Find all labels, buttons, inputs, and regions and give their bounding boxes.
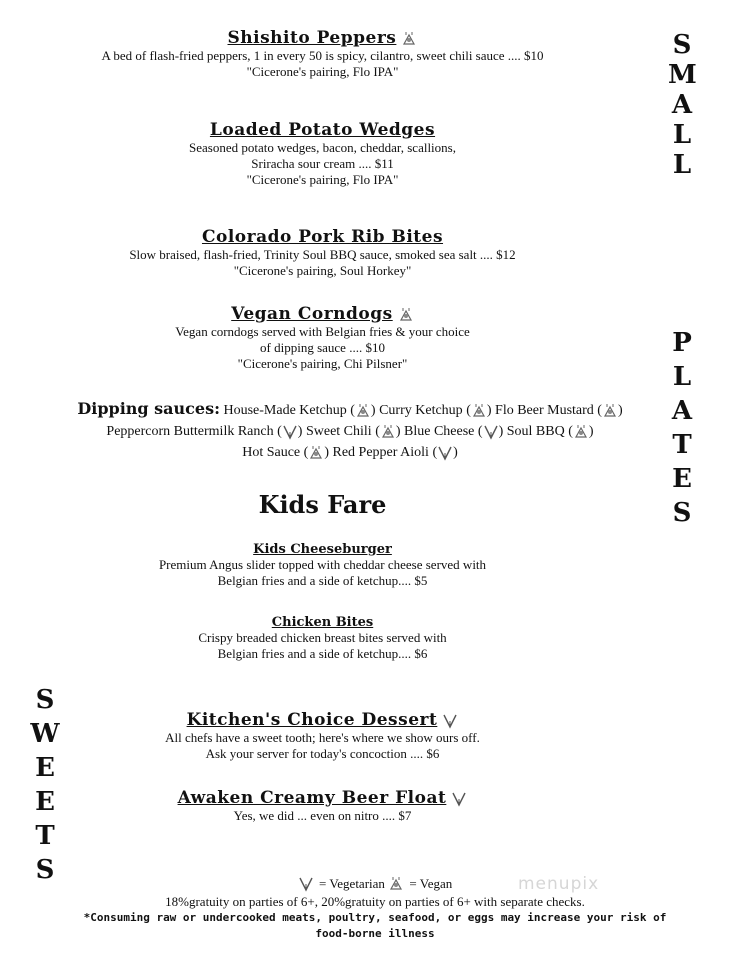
item-description: All chefs have a sweet tooth; here's where we show ours off. <box>165 730 480 745</box>
food-warning: food-borne illness <box>315 927 435 941</box>
vegetarian-icon <box>442 713 458 729</box>
vegan-icon <box>380 424 396 440</box>
menu-item-kids-cheeseburger <box>0 542 645 589</box>
item-title: Kids Cheeseburger <box>253 542 392 557</box>
item-description: Vegan corndogs served with Belgian fries & your choice <box>175 324 470 339</box>
item-pairing: "Cicerone's pairing, Flo IPA" <box>246 64 399 79</box>
vegetarian-icon <box>282 424 298 440</box>
menu-item-rib-bites <box>0 227 645 279</box>
item-title: Kitchen's Choice Dessert <box>186 710 438 730</box>
vegan-icon <box>573 424 589 440</box>
item-title: Shishito Peppers <box>227 28 397 48</box>
menu-item-beer-float <box>0 788 645 824</box>
item-pairing: "Cicerone's pairing, Chi Pilsner" <box>237 356 408 371</box>
menu-item-kitchens-choice <box>0 710 645 762</box>
menu-item-chicken-bites <box>0 615 645 662</box>
vegan-icon <box>355 403 371 419</box>
sauce: Soul BBQ <box>506 424 565 439</box>
dipping-label: Dipping sauces: <box>77 399 220 418</box>
kids-fare-heading: Kids Fare <box>258 490 387 519</box>
footer <box>0 876 750 941</box>
sauce: Hot Sauce <box>242 445 301 460</box>
vegan-icon <box>398 307 414 323</box>
item-title: Colorado Pork Rib Bites <box>201 227 444 247</box>
item-pairing: "Cicerone's pairing, Soul Horkey" <box>233 263 412 278</box>
gratuity-note: 18%gratuity on parties of 6+, 20%gratuity on parties of 6+ with separate checks. <box>165 894 585 910</box>
sweets-side-label: S W E E T S <box>30 685 60 885</box>
sauce: Flo Beer Mustard <box>495 403 594 418</box>
menu-item-vegan-corndogs <box>0 304 645 372</box>
sauce: House-Made Ketchup <box>223 403 347 418</box>
vegetarian-icon <box>437 445 453 461</box>
vegan-icon <box>602 403 618 419</box>
vegan-icon <box>401 31 417 47</box>
vegetarian-icon <box>298 876 316 894</box>
legend: = Vegetarian = Vegan <box>0 876 750 894</box>
item-description: Slow braised, flash-fried, Trinity Soul BBQ sauce, smoked sea salt .... $12 <box>129 247 516 262</box>
item-title: Loaded Potato Wedges <box>209 120 436 140</box>
item-description: Yes, we did ... even on nitro .... $7 <box>233 808 412 823</box>
item-description: Belgian fries and a side of ketchup.... $6 <box>217 646 428 661</box>
item-description: Seasoned potato wedges, bacon, cheddar, scallions, <box>189 140 456 155</box>
sauce: Blue Cheese <box>404 424 475 439</box>
sauce: Red Pepper Aioli <box>332 445 429 460</box>
vegan-icon <box>471 403 487 419</box>
item-title: Awaken Creamy Beer Float <box>177 788 447 808</box>
item-description: Ask your server for today's concoction .... $6 <box>205 746 440 761</box>
sauce: Sweet Chili <box>305 424 372 439</box>
item-description: Premium Angus slider topped with cheddar cheese served with <box>158 557 487 572</box>
small-side-label: S M A L L <box>668 30 697 180</box>
sauce: Curry Ketchup <box>379 403 463 418</box>
item-title: Vegan Corndogs <box>231 304 393 324</box>
vegan-icon <box>388 876 406 894</box>
item-description: Crispy breaded chicken breast bites served with <box>198 630 447 645</box>
menu-item-shishito <box>0 28 645 80</box>
item-description: A bed of flash-fried peppers, 1 in every 50 is spicy, cilantro, sweet chili sauce .... $10 <box>101 48 544 63</box>
sauce: Peppercorn Buttermilk Ranch <box>106 424 274 439</box>
food-warning: *Consuming raw or undercooked meats, poultry, seafood, or eggs may increase your risk of <box>83 911 667 925</box>
item-pairing: "Cicerone's pairing, Flo IPA" <box>246 172 399 187</box>
item-description: Sriracha sour cream .... $11 <box>251 156 394 171</box>
dipping-sauces: Dipping sauces: House-Made Ketchup ( ) Curry Ketchup ( ) Flo Beer Mustard ( ) Peppercorn Buttermilk Ranch ( ) Sweet Chili ( ) Blue Cheese ( ) Soul BBQ ( ) Hot Sauce ( ) Red Pepper Aioli ( ) <box>77 399 623 460</box>
item-description: Belgian fries and a side of ketchup.... $5 <box>217 573 428 588</box>
vegan-icon <box>308 445 324 461</box>
watermark: menupix <box>518 874 600 894</box>
item-description: of dipping sauce .... $10 <box>260 340 385 355</box>
plates-side-label: P L A T E S <box>671 328 693 528</box>
item-title: Chicken Bites <box>271 615 374 630</box>
vegetarian-icon <box>483 424 499 440</box>
menu-item-potato-wedges <box>0 120 645 188</box>
vegetarian-icon <box>451 791 467 807</box>
